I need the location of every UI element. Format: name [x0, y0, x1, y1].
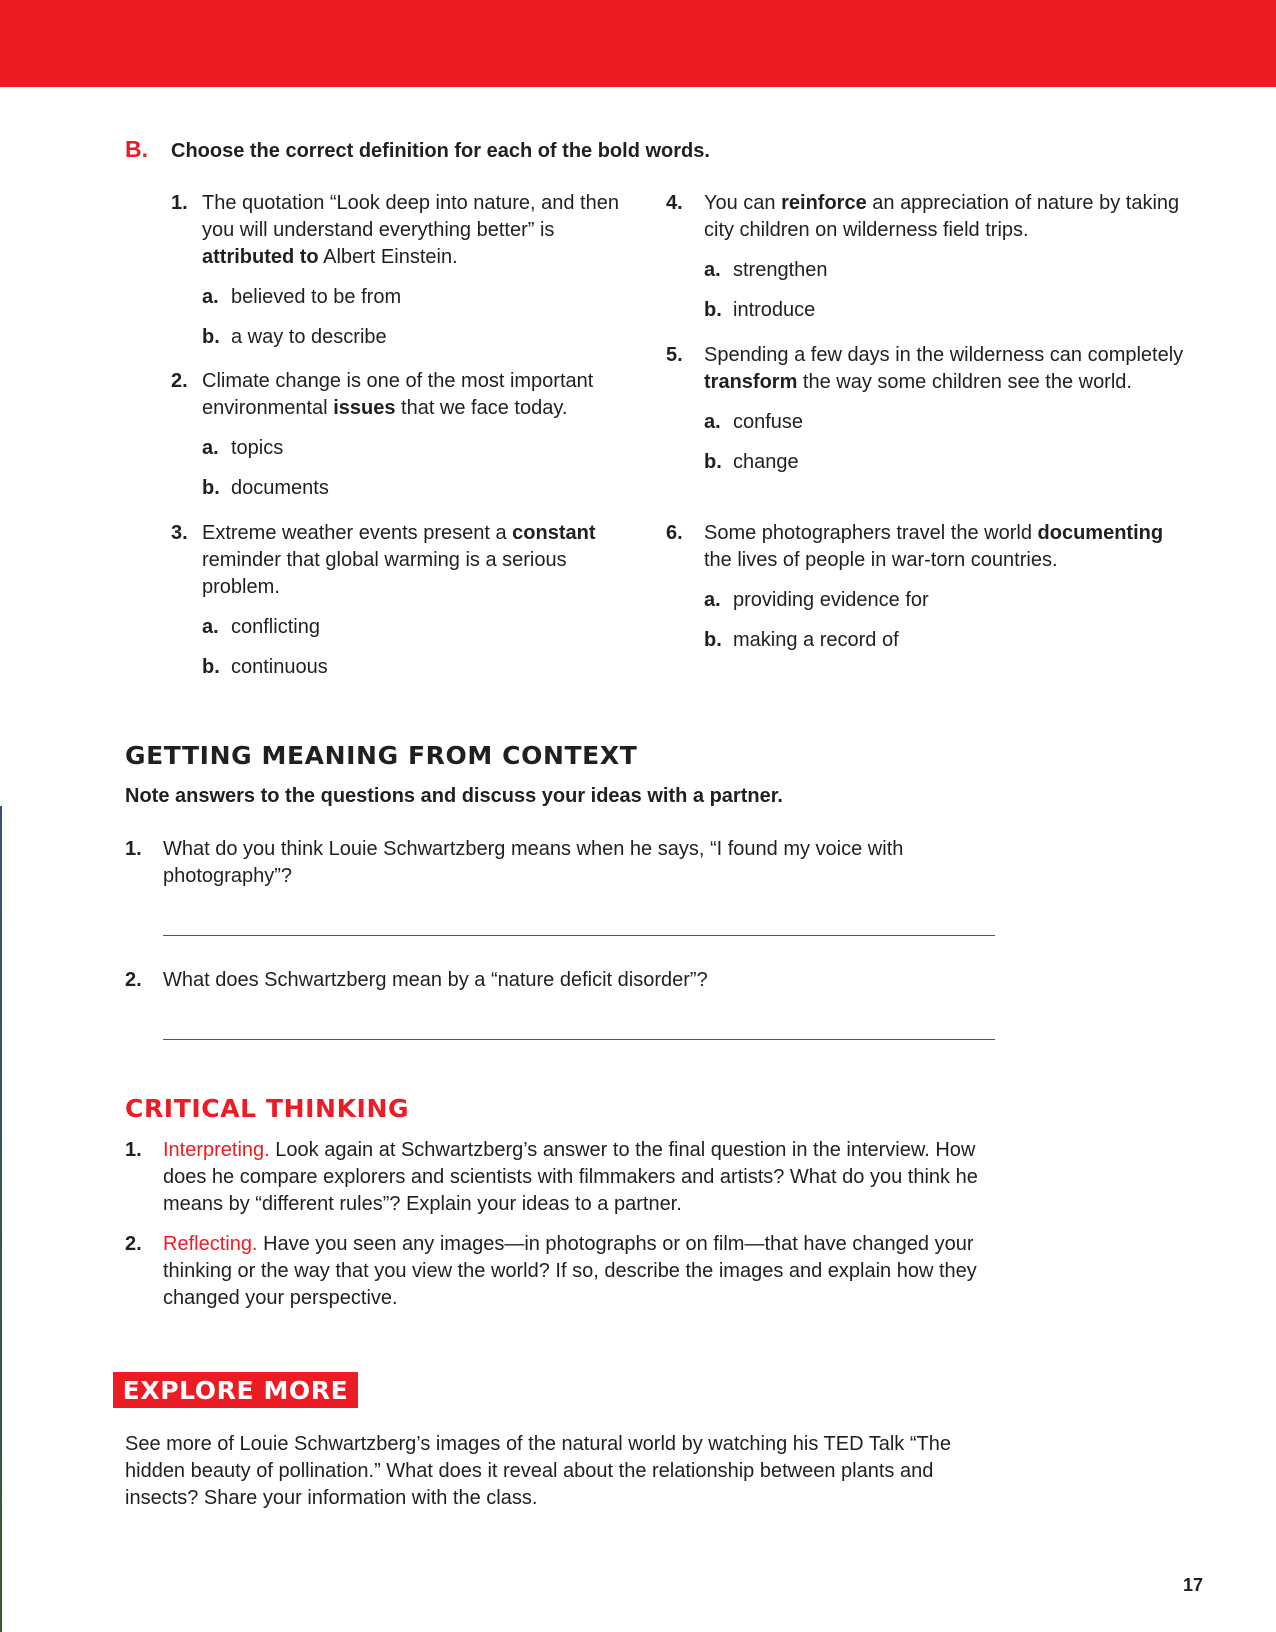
answer-option[interactable]: [202, 475, 621, 502]
answer-option[interactable]: [202, 284, 621, 311]
answer-option[interactable]: [202, 654, 621, 681]
option-text: continuous: [231, 656, 328, 678]
answer-option[interactable]: [704, 627, 1186, 654]
item-label: Reflecting.: [163, 1233, 258, 1255]
option-text: documents: [231, 477, 329, 499]
question-number: 5.: [666, 344, 683, 366]
answer-option[interactable]: [202, 614, 621, 641]
answer-option[interactable]: [704, 297, 1186, 324]
option-text: strengthen: [733, 259, 828, 281]
top-color-band: [0, 0, 1276, 87]
answer-option[interactable]: [704, 409, 1186, 436]
option-text: a way to describe: [231, 326, 387, 348]
item-body: Look again at Schwartzberg’s answer to the final question in the interview. How does he compare explorers and scientists with filmmakers and artists? What do you think he means by “different rules”? Explain your ideas to a partner.: [163, 1139, 978, 1215]
option-text: believed to be from: [231, 286, 402, 308]
option-text: making a record of: [733, 629, 899, 651]
item-number: 1.: [125, 1139, 142, 1161]
context-heading: GETTING MEANING FROM CONTEXT: [125, 741, 638, 770]
option-text: topics: [231, 437, 284, 459]
item-number: 2.: [125, 1233, 142, 1255]
answer-option[interactable]: [202, 324, 621, 351]
question-stem: You can reinforce an appreciation of nature by taking city children on wilderness field trips.: [704, 192, 1180, 241]
option-text: conflicting: [231, 616, 320, 638]
option-letter: a.: [202, 616, 219, 638]
option-letter: a.: [202, 286, 219, 308]
context-instruction: Note answers to the questions and discuss your ideas with a partner.: [125, 785, 783, 807]
question-stem: Spending a few days in the wilderness can completely transform the way some children see the world.: [704, 344, 1184, 393]
item-body: Have you seen any images—in photographs or on film—that have changed your thinking or the way that you view the world? If so, describe the images and explain how they changed your perspective.: [163, 1233, 977, 1309]
answer-line[interactable]: [163, 1039, 995, 1040]
vocab-question: [666, 520, 1186, 654]
item-text: [163, 1231, 985, 1312]
left-edge-strip: [0, 806, 2, 1632]
critical-item: [125, 1231, 985, 1312]
vocab-question: [171, 520, 621, 681]
option-letter: b.: [704, 629, 722, 651]
question-number: 2.: [125, 969, 142, 991]
vocab-question: [171, 368, 621, 502]
question-number: 2.: [171, 370, 188, 392]
option-text: change: [733, 451, 799, 473]
option-letter: b.: [202, 477, 220, 499]
question-stem: Some photographers travel the world documenting the lives of people in war-torn countries.: [704, 522, 1164, 571]
option-text: introduce: [733, 299, 816, 321]
section-b-header: [125, 136, 1225, 163]
answer-option[interactable]: [202, 435, 621, 462]
question-text: What do you think Louie Schwartzberg means when he says, “I found my voice with photography”?: [163, 838, 904, 887]
option-text: providing evidence for: [733, 589, 929, 611]
explore-more-text: See more of Louie Schwartzberg’s images of the natural world by watching his TED Talk “The hidden beauty of pollination.” What does it reveal about the relationship between plants and insects? Share your information with the class.: [125, 1433, 951, 1509]
option-letter: b.: [202, 326, 220, 348]
section-b-instruction: Choose the correct definition for each of the bold words.: [171, 140, 710, 162]
question-stem: The quotation “Look deep into nature, and then you will understand everything better” is attributed to Albert Einstein.: [202, 192, 619, 268]
question-number: 6.: [666, 522, 683, 544]
section-b: [125, 136, 1225, 678]
option-letter: a.: [202, 437, 219, 459]
answer-line[interactable]: [163, 935, 995, 936]
question-number: 3.: [171, 522, 188, 544]
option-text: confuse: [733, 411, 804, 433]
option-letter: b.: [704, 299, 722, 321]
vocab-question: [171, 190, 621, 351]
option-letter: a.: [704, 589, 721, 611]
question-number: 4.: [666, 192, 683, 214]
explore-more-heading: EXPLORE MORE: [113, 1372, 358, 1408]
context-question: [125, 967, 1005, 994]
vocab-question: [666, 342, 1186, 476]
question-number: 1.: [125, 838, 142, 860]
question-stem: Extreme weather events present a constant reminder that global warming is a serious problem.: [202, 522, 596, 598]
question-text: What does Schwartzberg mean by a “nature deficit disorder”?: [163, 969, 708, 991]
page-number: 17: [1183, 1575, 1204, 1595]
answer-option[interactable]: [704, 587, 1186, 614]
context-question: [125, 836, 1005, 890]
item-text: [163, 1137, 985, 1218]
item-label: Interpreting.: [163, 1139, 270, 1161]
section-letter: B.: [125, 136, 148, 162]
critical-thinking-heading: CRITICAL THINKING: [125, 1094, 410, 1123]
critical-item: [125, 1137, 985, 1218]
question-stem: Climate change is one of the most important environmental issues that we face today.: [202, 370, 594, 419]
answer-option[interactable]: [704, 449, 1186, 476]
option-letter: a.: [704, 259, 721, 281]
option-letter: a.: [704, 411, 721, 433]
question-number: 1.: [171, 192, 188, 214]
vocab-question: [666, 190, 1186, 324]
option-letter: b.: [202, 656, 220, 678]
answer-option[interactable]: [704, 257, 1186, 284]
option-letter: b.: [704, 451, 722, 473]
